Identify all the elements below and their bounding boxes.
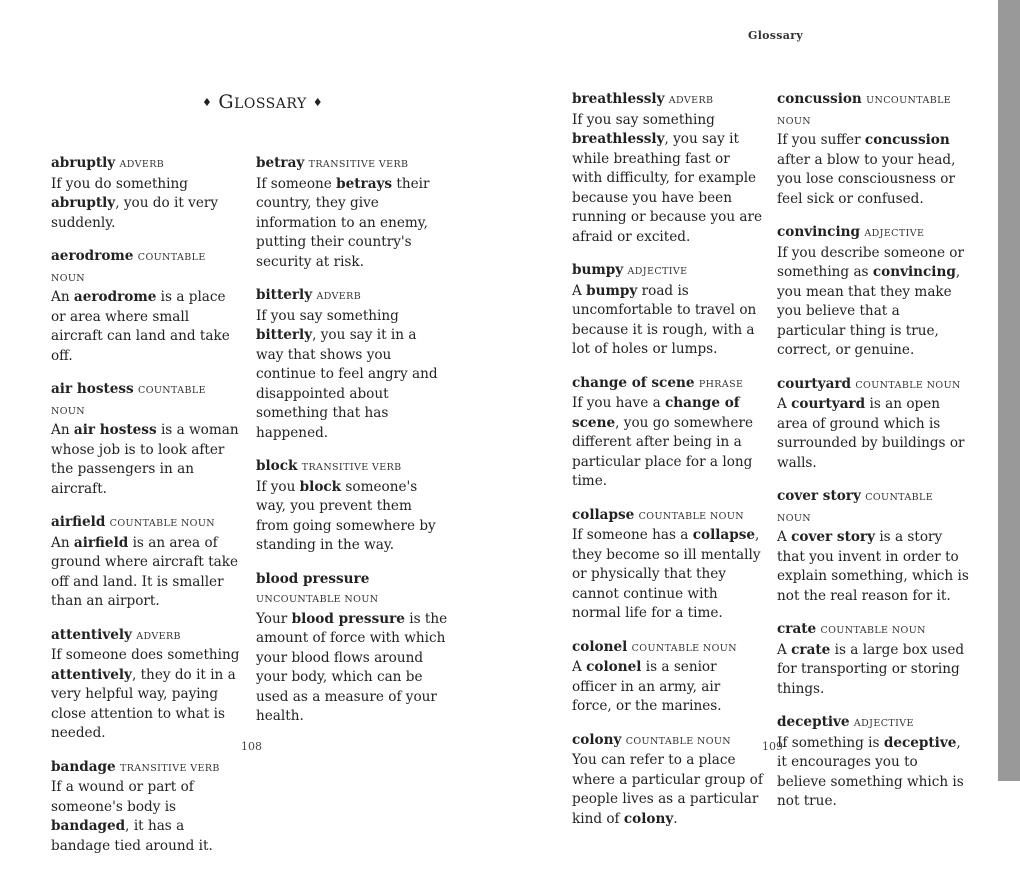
entry-definition: [256, 478, 448, 556]
glossary-entry: [572, 90, 764, 247]
glossary-entry: [777, 375, 969, 474]
definition-text: If you say something: [256, 307, 399, 324]
entry-definition: [51, 534, 243, 612]
definition-keyword: courtyard: [791, 396, 866, 412]
definition-text: is a senior officer in an army, air force, or the marines.: [572, 659, 722, 714]
definition-keyword: cover story: [791, 529, 875, 545]
entry-headword-line: [572, 261, 764, 282]
glossary-entry: [777, 713, 969, 812]
scrollbar[interactable]: [998, 0, 1020, 781]
definition-keyword: aerodrome: [73, 289, 157, 305]
entry-part-of-speech: ADJECTIVE: [864, 228, 925, 239]
entry-term: attentively: [51, 626, 132, 643]
entry-definition: [777, 244, 969, 361]
glossary-entry: [572, 731, 764, 830]
definition-text: , they do it in a very helpful way, paying close attention to what is needed.: [51, 666, 236, 741]
definition-text: A: [777, 396, 792, 412]
entry-headword-line: [256, 286, 448, 307]
entry-headword-line: [572, 506, 764, 527]
definition-keyword: colonel: [586, 659, 642, 675]
glossary-entry: [256, 154, 448, 272]
entry-definition: [51, 288, 243, 366]
entry-term: collapse: [572, 506, 635, 523]
glossary-entry: [51, 154, 243, 233]
entry-part-of-speech: COUNTABLE NOUN: [625, 735, 732, 747]
entry-definition: [51, 778, 243, 856]
definition-keyword: block: [299, 478, 342, 495]
entry-definition: [51, 175, 243, 234]
entry-part-of-speech: COUNTABLE NOUN: [109, 518, 215, 529]
running-head: Glossary: [748, 29, 804, 42]
definition-text: is a woman whose job is to look after the passengers in an aircraft.: [51, 422, 239, 497]
definition-text: , you go somewhere different after being in a particular place for a long time.: [572, 414, 753, 489]
entry-term: bitterly: [256, 287, 313, 303]
entry-part-of-speech: TRANSITIVE VERB: [120, 762, 220, 774]
definition-text: , it encourages you to believe something which is not true.: [777, 734, 964, 809]
definition-text: An: [51, 422, 74, 438]
entry-part-of-speech: ADVERB: [119, 159, 165, 170]
entry-headword-line: [51, 513, 243, 534]
definition-text: If you suffer: [777, 132, 865, 148]
definition-text: If you describe someone or something as: [777, 244, 964, 280]
entry-definition: [777, 528, 969, 606]
definition-text: road is uncomfortable to travel on because it is rough, with a lot of holes or lumps.: [572, 282, 757, 357]
definition-keyword: bitterly: [256, 327, 313, 343]
entry-headword-line: [777, 620, 969, 641]
title-rest: LOSSARY: [234, 96, 307, 112]
entry-part-of-speech: TRANSITIVE VERB: [301, 462, 402, 473]
definition-text: is a large box used for transporting or storing things.: [777, 641, 965, 697]
entry-term: betray: [256, 155, 305, 171]
entry-headword-line: [256, 154, 448, 175]
entry-headword-line: [51, 247, 243, 288]
entry-term: block: [256, 458, 298, 474]
entry-headword-line: [777, 713, 969, 734]
entry-term: airfield: [51, 514, 106, 530]
entry-definition: [572, 111, 764, 248]
entry-part-of-speech: COUNTABLE NOUN: [51, 252, 206, 284]
definition-keyword: breathlessly: [572, 131, 665, 147]
definition-keyword: abruptly: [51, 195, 116, 211]
definition-text: is an open area of ground which is surrounded by buildings or walls.: [777, 396, 965, 471]
glossary-column-3: [572, 90, 764, 843]
definition-text: A: [777, 641, 792, 658]
definition-text: their country, they give information to an enemy, putting their country's security at risk.: [256, 175, 430, 270]
entry-definition: [51, 421, 243, 499]
entry-part-of-speech: COUNTABLE NOUN: [638, 510, 744, 522]
entry-headword-line: [51, 154, 243, 175]
definition-text: , you mean that they make you believe that a particular thing is true, correct, or genuine.: [777, 264, 961, 358]
glossary-entry: [572, 506, 764, 624]
entry-part-of-speech: COUNTABLE NOUN: [777, 492, 934, 524]
definition-keyword: air hostess: [73, 422, 157, 438]
entry-headword-line: [777, 375, 969, 396]
entry-definition: [572, 282, 764, 360]
definition-text: A: [777, 529, 792, 545]
entry-term: bandage: [51, 758, 116, 775]
glossary-entry: [572, 374, 764, 492]
definition-keyword: bandaged: [51, 818, 126, 834]
diamond-bullet-icon: ♦: [312, 96, 324, 109]
entry-part-of-speech: UNCOUNTABLE NOUN: [777, 95, 952, 127]
entry-definition: [51, 646, 243, 744]
entry-definition: [572, 526, 764, 624]
definition-text: is a story that you invent in order to explain something, which is not the real reason for it.: [777, 529, 969, 604]
entry-headword-line: [572, 731, 764, 752]
definition-text: after a blow to your head, you lose consciousness or feel sick or confused.: [777, 151, 956, 207]
entry-headword-line: [256, 570, 448, 610]
entry-term: convincing: [777, 224, 861, 240]
entry-headword-line: [51, 380, 243, 421]
glossary-entry: [572, 638, 764, 717]
entry-part-of-speech: UNCOUNTABLE NOUN: [256, 594, 379, 605]
definition-text: .: [673, 810, 678, 827]
glossary-column-2: [256, 154, 448, 741]
entry-headword-line: [256, 457, 448, 478]
glossary-entry: [777, 620, 969, 699]
definition-text: If you have a: [572, 395, 665, 411]
definition-text: Your: [256, 610, 292, 627]
definition-keyword: betrays: [336, 175, 393, 192]
page-title: [196, 91, 329, 113]
definition-keyword: concussion: [864, 132, 950, 148]
definition-text: A: [572, 282, 587, 299]
entry-term: colony: [572, 731, 622, 748]
definition-keyword: deceptive: [883, 734, 957, 751]
entry-definition: [777, 641, 969, 700]
entry-definition: [256, 307, 448, 444]
definition-keyword: attentively: [51, 666, 132, 683]
glossary-entry: [256, 570, 448, 727]
definition-text: , you say it in a way that shows you continue to feel angry and disappointed about something that has happened.: [256, 327, 438, 441]
definition-keyword: collapse: [692, 527, 756, 543]
definition-text: someone's way, you prevent them from going somewhere by standing in the way.: [256, 478, 436, 553]
entry-headword-line: [777, 90, 969, 131]
entry-headword-line: [572, 374, 764, 395]
entry-headword-line: [572, 638, 764, 659]
entry-part-of-speech: COUNTABLE NOUN: [51, 385, 206, 417]
entry-definition: [572, 658, 764, 717]
entry-part-of-speech: PHRASE: [698, 378, 744, 390]
glossary-entry: [51, 513, 243, 612]
entry-term: courtyard: [777, 375, 852, 392]
definition-text: , it has a bandage tied around it.: [51, 818, 213, 854]
entry-definition: [777, 395, 969, 473]
definition-text: An: [51, 534, 74, 551]
glossary-column-1: [51, 154, 243, 870]
entry-part-of-speech: ADJECTIVE: [627, 266, 688, 277]
glossary-entry: [256, 457, 448, 556]
entry-term: bumpy: [572, 262, 624, 278]
glossary-entry: [777, 90, 969, 209]
definition-keyword: airfield: [73, 534, 129, 551]
entry-headword-line: [572, 90, 764, 111]
entry-definition: [572, 751, 764, 829]
entry-part-of-speech: ADVERB: [316, 291, 362, 302]
definition-text: If you do something: [51, 175, 188, 192]
definition-text: A: [572, 659, 587, 675]
page-number-left: 108: [241, 740, 262, 753]
entry-headword-line: [51, 758, 243, 779]
entry-headword-line: [777, 223, 969, 244]
glossary-entry: [51, 626, 243, 744]
entry-term: air hostess: [51, 381, 134, 397]
definition-text: If someone does something: [51, 647, 240, 663]
definition-keyword: colony: [623, 810, 674, 827]
definition-text: is the amount of force with which your blood flows around your body, which can be used as a measure of your health.: [256, 610, 448, 724]
entry-term: deceptive: [777, 714, 850, 730]
definition-keyword: bumpy: [586, 282, 638, 299]
definition-text: is a place or area where small aircraft can land and take off.: [51, 289, 230, 364]
entry-part-of-speech: ADVERB: [136, 630, 181, 642]
definition-text: If someone: [256, 175, 337, 192]
entry-definition: [256, 175, 448, 273]
definition-text: If someone has a: [572, 527, 693, 543]
glossary-entry: [51, 758, 243, 857]
definition-text: If something is: [777, 734, 884, 751]
definition-text: You can refer to a place where a particular group of people lives as a particular kind of: [572, 752, 763, 827]
entry-definition: [256, 610, 448, 727]
entry-term: change of scene: [572, 374, 695, 391]
entry-part-of-speech: TRANSITIVE VERB: [308, 159, 409, 170]
entry-part-of-speech: COUNTABLE NOUN: [820, 625, 926, 636]
definition-keyword: blood pressure: [291, 610, 405, 627]
entry-term: colonel: [572, 638, 628, 655]
definition-text: If you: [256, 478, 300, 495]
definition-text: , you say it while breathing fast or with difficulty, for example because you have been running or because you are afraid or excited.: [572, 131, 763, 245]
entry-term: cover story: [777, 488, 861, 504]
glossary-entry: [51, 380, 243, 499]
entry-part-of-speech: COUNTABLE NOUN: [855, 379, 961, 391]
entry-headword-line: [777, 487, 969, 528]
entry-part-of-speech: ADVERB: [668, 95, 714, 106]
glossary-entry: [777, 487, 969, 606]
definition-text: , you do it very suddenly.: [51, 195, 219, 231]
entry-headword-line: [51, 626, 243, 647]
definition-keyword: convincing: [872, 264, 956, 280]
definition-text: An: [51, 289, 74, 305]
definition-text: If a wound or part of someone's body is: [51, 779, 194, 815]
entry-term: aerodrome: [51, 248, 134, 264]
glossary-entry: [777, 223, 969, 361]
entry-term: concussion: [777, 91, 862, 107]
entry-definition: [777, 734, 969, 812]
entry-part-of-speech: ADJECTIVE: [853, 718, 914, 729]
entry-term: crate: [777, 621, 817, 637]
definition-keyword: change of scene: [572, 395, 740, 431]
entry-part-of-speech: COUNTABLE NOUN: [631, 642, 737, 654]
entry-term: abruptly: [51, 155, 116, 171]
title-initial: G: [218, 91, 235, 113]
entry-definition: [777, 131, 969, 209]
page-number-right: 109: [762, 740, 783, 753]
definition-text: , they become so ill mentally or physically that they cannot continue with normal life for a time.: [572, 527, 761, 621]
entry-term: breathlessly: [572, 91, 665, 107]
definition-text: is an area of ground where aircraft take off and land. It is smaller than an airport.: [51, 534, 239, 609]
glossary-column-4: [777, 90, 969, 826]
entry-term: blood pressure: [256, 570, 370, 587]
definition-keyword: crate: [791, 641, 831, 658]
glossary-entry: [256, 286, 448, 443]
glossary-entry: [572, 261, 764, 360]
diamond-bullet-icon: ♦: [202, 96, 213, 109]
glossary-entry: [51, 247, 243, 366]
entry-definition: [572, 394, 764, 492]
definition-text: If you say something: [572, 111, 715, 128]
